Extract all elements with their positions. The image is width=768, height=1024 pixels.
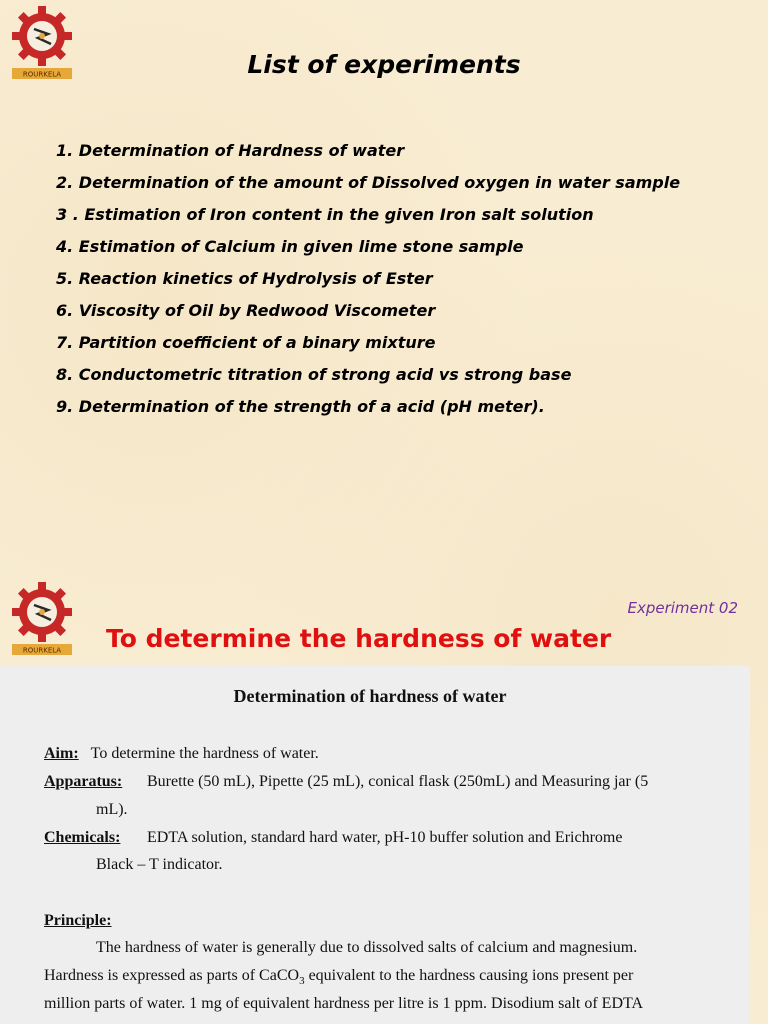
principle-line3: million parts of water. 1 mg of equivalent hardness per litre is 1 ppm. Disodium salt of EDTA (44, 995, 644, 1012)
chemicals-label-row (44, 829, 120, 847)
experiment-list (56, 136, 680, 424)
page-title: List of experiments (247, 50, 521, 79)
slide-experiment-02 (0, 560, 768, 1024)
svg-text:ROURKELA: ROURKELA (22, 70, 62, 79)
apparatus-text-line2: mL). (96, 801, 128, 818)
apparatus-label: Apparatus: (44, 773, 123, 790)
principle-line1: The hardness of water is generally due to dissolved salts of calcium and magnesium. (96, 939, 638, 956)
subscript: 3 (299, 975, 305, 988)
principle-label-row (44, 912, 112, 930)
list-item: 1. Determination of Hardness of water (56, 141, 405, 160)
list-item: 4. Estimation of Calcium in given lime stone sample (56, 237, 524, 256)
principle-line2-start: Hardness is expressed as parts of CaCO (44, 967, 300, 984)
list-item: 6. Viscosity of Oil by Redwood Viscometer (56, 301, 436, 320)
institute-logo (8, 580, 76, 658)
list-item: 3 . Estimation of Iron content in the given Iron salt solution (56, 205, 594, 224)
principle-line2-end: equivalent to the hardness causing ions present per (304, 967, 634, 984)
principle-label: Principle: (44, 912, 112, 929)
document-heading: Determination of hardness of water (233, 686, 507, 706)
list-item: 7. Partition coefficient of a binary mixture (56, 333, 436, 352)
list-item: 2. Determination of the amount of Dissolved oxygen in water sample (56, 173, 681, 192)
chemicals-text-line1: EDTA solution, standard hard water, pH-10 buffer solution and Erichrome (147, 829, 623, 846)
chemicals-text-line2: Black – T indicator. (96, 856, 223, 873)
list-item: 9. Determination of the strength of a acid (pH meter). (56, 397, 545, 416)
svg-text:ROURKELA: ROURKELA (22, 646, 62, 655)
apparatus-label-row (44, 773, 122, 791)
aim-text: To determine the hardness of water. (90, 745, 319, 762)
principle-line2 (44, 967, 633, 987)
list-item: 8. Conductometric titration of strong acid vs strong base (56, 365, 572, 384)
experiment-number-label: Experiment 02 (627, 599, 738, 617)
aim-row (44, 745, 319, 763)
apparatus-text-line1: Burette (50 mL), Pipette (25 mL), conical flask (250mL) and Measuring jar (5 (147, 773, 649, 790)
scanned-document (0, 666, 750, 1024)
slide-title: To determine the hardness of water (106, 624, 612, 653)
aim-label: Aim: (44, 745, 79, 762)
list-item: 5. Reaction kinetics of Hydrolysis of Ester (56, 269, 433, 288)
chemicals-label: Chemicals: (44, 829, 121, 846)
